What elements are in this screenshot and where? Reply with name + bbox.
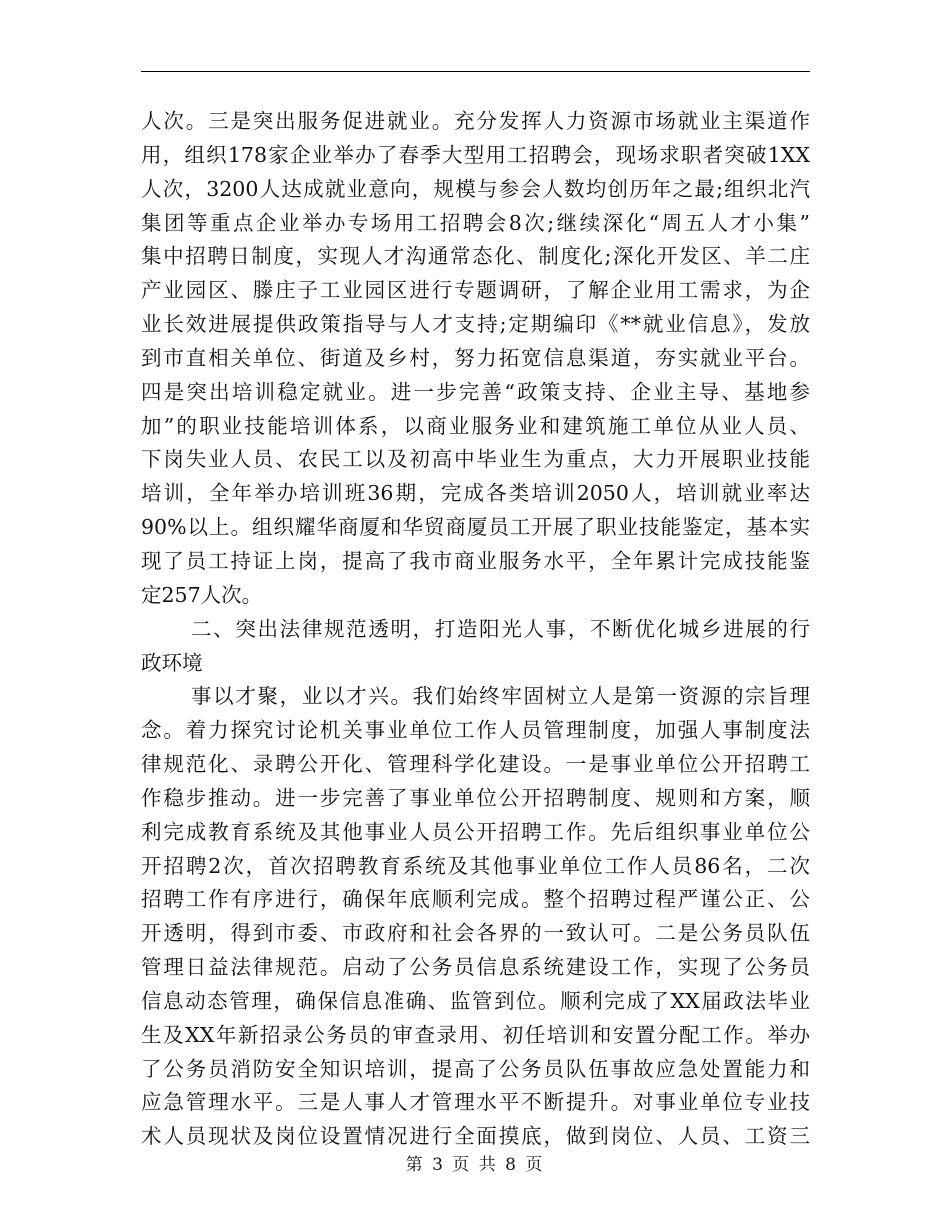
text-line: 了公务员消防安全知识培训，提高了公务员队伍事故应急处置能力和	[141, 1056, 810, 1081]
text-line: 人次。三是突出服务促进就业。充分发挥人力资源市场就业主渠道作	[141, 109, 810, 133]
text-line: 开招聘2次，首次招聘教育系统及其他事业单位工作人员86名，二次	[141, 853, 810, 878]
text-line: 90%以上。组织耀华商厦和华贸商厦员工开展了职业技能鉴定，基本实	[141, 515, 810, 540]
header-rule	[141, 71, 810, 72]
text-line: 下岗失业人员、农民工以及初高中毕业生为重点，大力开展职业技能	[141, 447, 810, 472]
text-line: 四是突出培训稳定就业。进一步完善“政策支持、企业主导、基地参	[141, 379, 810, 404]
text-line: 业长效进展提供政策指导与人才支持;定期编印《**就业信息》，发放	[141, 312, 810, 337]
text-line: 应急管理水平。三是人事人才管理水平不断提升。对事业单位专业技	[141, 1090, 810, 1115]
text-line: 术人员现状及岗位设置情况进行全面摸底，做到岗位、人员、工资三	[141, 1124, 810, 1149]
page-number-footer: 第 3 页 共 8 页	[405, 1155, 545, 1175]
text-line: 集中招聘日制度，实现人才沟通常态化、制度化;深化开发区、羊二庄	[141, 244, 810, 269]
document-body	[141, 105, 810, 1154]
text-line: 管理日益法律规范。启动了公务员信息系统建设工作，实现了公务员	[141, 955, 810, 980]
text-line: 培训，全年举办培训班36期，完成各类培训2050人，培训就业率达	[141, 481, 810, 506]
text-line: 定257人次。	[141, 582, 263, 607]
text-line: 念。着力探究讨论机关事业单位工作人员管理制度，加强人事制度法	[141, 718, 810, 743]
section-heading-line: 政环境	[141, 650, 203, 675]
text-line: 用，组织178家企业举办了春季大型用工招聘会，现场求职者突破1XX	[141, 142, 810, 167]
text-line: 集团等重点企业举办专场用工招聘会8次;继续深化“周五人才小集”	[141, 210, 810, 235]
text-line: 到市直相关单位、街道及乡村，努力拓宽信息渠道，夯实就业平台。	[141, 345, 810, 370]
text-line: 信息动态管理，确保信息准确、监管到位。顺利完成了XX届政法毕业	[141, 988, 810, 1013]
text-line: 人次，3200人达成就业意向，规模与参会人数均创历年之最;组织北汽	[141, 176, 810, 201]
text-line: 事以才聚，业以才兴。我们始终牢固树立人是第一资源的宗旨理	[191, 684, 810, 709]
text-line: 开透明，得到市委、市政府和社会各界的一致认可。二是公务员队伍	[141, 921, 810, 946]
text-line: 作稳步推动。进一步完善了事业单位公开招聘制度、规则和方案，顺	[141, 785, 810, 810]
text-line: 招聘工作有序进行，确保年底顺利完成。整个招聘过程严谨公正、公	[141, 887, 810, 912]
text-line: 现了员工持证上岗，提高了我市商业服务水平，全年累计完成技能鉴	[141, 548, 810, 573]
section-heading-line: 二、突出法律规范透明，打造阳光人事，不断优化城乡进展的行	[191, 616, 810, 641]
text-line: 产业园区、滕庄子工业园区进行专题调研，了解企业用工需求，为企	[141, 278, 810, 303]
text-line: 律规范化、录聘公开化、管理科学化建设。一是事业单位公开招聘工	[141, 752, 810, 777]
text-line: 利完成教育系统及其他事业人员公开招聘工作。先后组织事业单位公	[141, 819, 810, 844]
text-line: 加”的职业技能培训体系，以商业服务业和建筑施工单位从业人员、	[141, 413, 810, 438]
text-line: 生及XX年新招录公务员的审查录用、初任培训和安置分配工作。举办	[141, 1022, 810, 1047]
